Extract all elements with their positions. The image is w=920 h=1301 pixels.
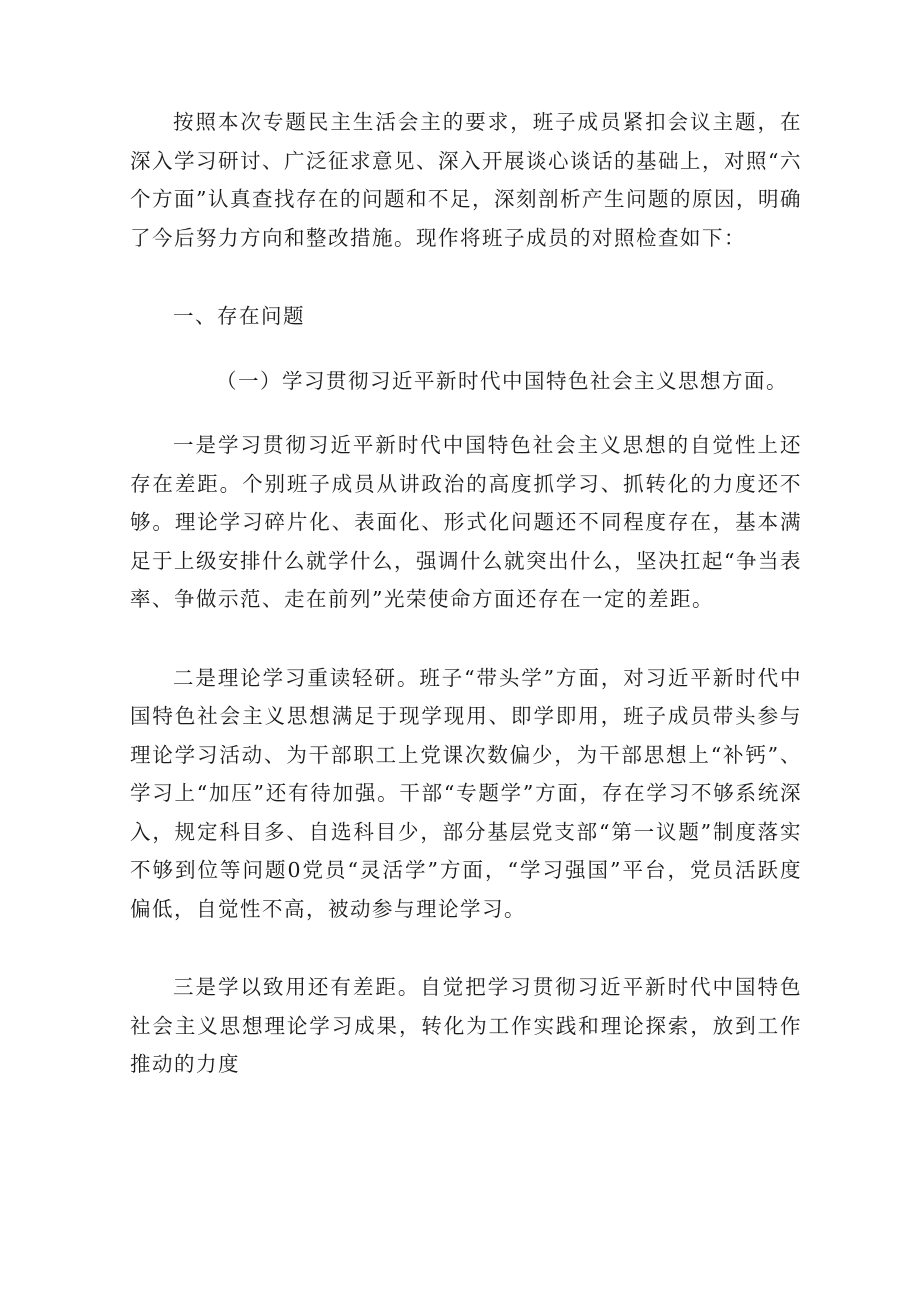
document-body: [130, 103, 802, 1084]
subsection-heading: （一）学习贯彻习近平新时代中国特色社会主义思想方面。: [216, 368, 788, 393]
body-paragraph-1: 一是学习贯彻习近平新时代中国特色社会主义思想的自觉性上还存在差距。个别班子成员从讲政治的高度抓学习、抓转化的力度还不够。理论学习碎片化、表面化、形式化问题还不同程度存在，基本满足于上级安排什么就学什么，强调什么就突出什么，坚决扛起“争当表率、争做示范、走在前列”光荣使命方面还存在一定的差距。: [130, 433, 802, 611]
body-paragraph-2: 二是理论学习重读轻研。班子“带头学”方面，对习近平新时代中国特色社会主义思想满足于现学现用、即学即用，班子成员带头参与理论学习活动、为干部职工上党课次数偏少，为干部思想上“补钙”、学习上“加压”还有待加强。干部“专题学”方面，存在学习不够系统深入，规定科目多、自选科目少，部分基层党支部“第一议题”制度落实不够到位等问题0党员“灵活学”方面，“学习强国”平台，党员活跃度偏低，自觉性不高，被动参与理论学习。: [130, 665, 802, 921]
body-paragraph-3: 三是学以致用还有差距。自觉把学习贯彻习近平新时代中国特色社会主义思想理论学习成果，转化为工作实践和理论探索，放到工作推动的力度: [130, 975, 802, 1076]
section-heading: 一、存在问题: [173, 304, 305, 328]
intro-paragraph: 按照本次专题民主生活会主的要求，班子成员紧扣会议主题，在深入学习研讨、广泛征求意见、深入开展谈心谈话的基础上，对照“六个方面”认真查找存在的问题和不足，深刻剖析产生问题的原因，明确了今后努力方向和整改措施。现作将班子成员的对照检查如下：: [130, 110, 802, 250]
